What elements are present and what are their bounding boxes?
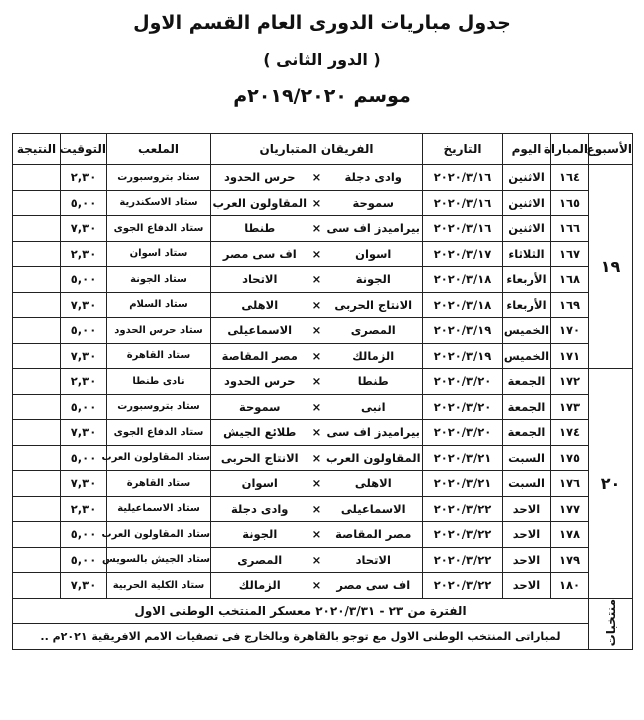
schedule-body xyxy=(13,165,633,599)
header-match: المباراة xyxy=(551,134,589,165)
match-result xyxy=(13,547,61,573)
versus-mark: × xyxy=(311,476,322,491)
match-day: الجمعة xyxy=(503,394,551,420)
week-number: ٢٠ xyxy=(589,369,633,599)
versus-mark: × xyxy=(311,450,322,465)
match-day: الاثنين xyxy=(503,216,551,242)
match-result xyxy=(13,292,61,318)
match-result xyxy=(13,241,61,267)
match-stadium: ستاد الجونة xyxy=(107,267,211,293)
table-row xyxy=(13,573,633,599)
match-result xyxy=(13,471,61,497)
match-result xyxy=(13,318,61,344)
away-team: الجونة xyxy=(242,527,278,542)
versus-mark: × xyxy=(311,195,322,210)
match-date: ٢٠٢٠/٣/٢١ xyxy=(423,445,503,471)
match-time: ٢,٣٠ xyxy=(61,165,107,191)
match-teams xyxy=(211,292,423,318)
match-date: ٢٠٢٠/٣/١٩ xyxy=(423,343,503,369)
home-team: الزمالك xyxy=(352,348,395,363)
match-time: ٢,٣٠ xyxy=(61,496,107,522)
versus-mark: × xyxy=(311,323,322,338)
season-label: موسم ٢٠١٩/٢٠٢٠م xyxy=(233,85,411,107)
home-team: المقاولون العرب xyxy=(325,450,421,465)
match-time: ٧,٣٠ xyxy=(61,471,107,497)
match-result xyxy=(13,522,61,548)
table-header-row xyxy=(13,134,633,165)
match-day: الجمعة xyxy=(503,420,551,446)
match-teams xyxy=(211,165,423,191)
match-day: السبت xyxy=(503,445,551,471)
match-result xyxy=(13,445,61,471)
match-teams xyxy=(211,471,423,497)
away-team: طلائع الجيش xyxy=(223,425,297,440)
match-teams xyxy=(211,496,423,522)
header-week: الأسبوع xyxy=(589,134,633,165)
match-day: الاحد xyxy=(503,573,551,599)
match-result xyxy=(13,216,61,242)
table-row xyxy=(13,267,633,293)
match-date: ٢٠٢٠/٣/٢٠ xyxy=(423,369,503,395)
versus-mark: × xyxy=(311,399,322,414)
match-date: ٢٠٢٠/٣/٢٢ xyxy=(423,522,503,548)
match-time: ٥,٠٠ xyxy=(61,318,107,344)
match-date: ٢٠٢٠/٣/٢١ xyxy=(423,471,503,497)
match-stadium: ستاد السلام xyxy=(107,292,211,318)
match-day: الاثنين xyxy=(503,165,551,191)
versus-mark: × xyxy=(311,170,322,185)
match-stadium: ستاد الاسكندرية xyxy=(107,190,211,216)
match-day: الخميس xyxy=(503,343,551,369)
match-time: ٥,٠٠ xyxy=(61,547,107,573)
versus-mark: × xyxy=(311,374,322,389)
home-team: المصرى xyxy=(350,323,396,338)
versus-mark: × xyxy=(311,578,322,593)
match-stadium: ستاد القاهرة xyxy=(107,471,211,497)
versus-mark: × xyxy=(311,221,322,236)
round-subtitle: ( الدور الثانى ) xyxy=(263,50,381,69)
match-date: ٢٠٢٠/٣/١٧ xyxy=(423,241,503,267)
match-day: الجمعة xyxy=(503,369,551,395)
home-team: بيراميدز اف سى xyxy=(326,221,420,236)
versus-mark: × xyxy=(311,527,322,542)
away-team: الاسماعيلى xyxy=(227,323,293,338)
match-teams xyxy=(211,267,423,293)
away-team: الاهلى xyxy=(241,297,279,312)
table-row xyxy=(13,394,633,420)
match-teams xyxy=(211,241,423,267)
match-time: ٧,٣٠ xyxy=(61,420,107,446)
match-number: ١٦٩ xyxy=(551,292,589,318)
match-number: ١٦٦ xyxy=(551,216,589,242)
match-date: ٢٠٢٠/٣/١٦ xyxy=(423,165,503,191)
match-time: ٧,٣٠ xyxy=(61,343,107,369)
match-teams xyxy=(211,547,423,573)
away-team: المصرى xyxy=(237,552,283,567)
table-row xyxy=(13,445,633,471)
match-date: ٢٠٢٠/٣/١٩ xyxy=(423,318,503,344)
table-row xyxy=(13,420,633,446)
match-time: ٥,٠٠ xyxy=(61,190,107,216)
header-stadium: الملعب xyxy=(107,134,211,165)
home-team: طنطا xyxy=(357,374,389,389)
schedule-title: جدول مباريات الدورى العام القسم الاول xyxy=(133,12,511,34)
match-date: ٢٠٢٠/٣/٢٢ xyxy=(423,547,503,573)
match-number: ١٧٥ xyxy=(551,445,589,471)
notes-row-2 xyxy=(13,624,633,650)
away-team: وادى دجلة xyxy=(231,501,289,516)
match-time: ٧,٣٠ xyxy=(61,573,107,599)
notes-label-cell xyxy=(589,598,633,649)
match-time: ٧,٣٠ xyxy=(61,216,107,242)
home-team: الاسماعيلى xyxy=(340,501,406,516)
match-day: الخميس xyxy=(503,318,551,344)
match-stadium: ستاد الجيش بالسويس xyxy=(107,547,211,573)
match-teams xyxy=(211,445,423,471)
table-row xyxy=(13,241,633,267)
match-stadium: ستاد الاسماعيلية xyxy=(107,496,211,522)
table-row xyxy=(13,292,633,318)
match-teams xyxy=(211,216,423,242)
match-time: ٥,٠٠ xyxy=(61,522,107,548)
home-team: انبى xyxy=(360,399,386,414)
home-team: الجونة xyxy=(355,272,391,287)
home-team: الانتاج الحربى xyxy=(334,297,413,312)
match-day: الاحد xyxy=(503,547,551,573)
notes-row-1 xyxy=(13,598,633,624)
match-stadium: ستاد المقاولون العرب xyxy=(107,445,211,471)
away-team: الزمالك xyxy=(238,578,281,593)
header-day: اليوم xyxy=(503,134,551,165)
table-row xyxy=(13,343,633,369)
match-result xyxy=(13,394,61,420)
match-teams xyxy=(211,318,423,344)
match-date: ٢٠٢٠/٣/١٦ xyxy=(423,190,503,216)
versus-mark: × xyxy=(311,501,322,516)
match-time: ٢,٣٠ xyxy=(61,369,107,395)
table-row xyxy=(13,471,633,497)
versus-mark: × xyxy=(311,297,322,312)
match-stadium: ستاد الدفاع الجوى xyxy=(107,420,211,446)
header-teams: الفريقان المتباريان xyxy=(211,134,423,165)
match-result xyxy=(13,496,61,522)
table-row xyxy=(13,522,633,548)
match-teams xyxy=(211,573,423,599)
table-row xyxy=(13,369,633,395)
match-teams xyxy=(211,369,423,395)
match-stadium: نادى طنطا xyxy=(107,369,211,395)
match-number: ١٧٦ xyxy=(551,471,589,497)
match-date: ٢٠٢٠/٣/٢٢ xyxy=(423,496,503,522)
match-number: ١٦٧ xyxy=(551,241,589,267)
match-time: ٥,٠٠ xyxy=(61,394,107,420)
match-number: ١٧١ xyxy=(551,343,589,369)
notes-line-2: لمباراتى المنتخب الوطنى الاول مع توجو بالقاهرة وبالخارج فى تصفيات الامم الافريقية ٢٠٢١م .. xyxy=(13,624,589,650)
table-row xyxy=(13,547,633,573)
away-team: اسوان xyxy=(241,476,278,491)
match-day: السبت xyxy=(503,471,551,497)
match-teams xyxy=(211,190,423,216)
versus-mark: × xyxy=(311,272,322,287)
table-row xyxy=(13,165,633,191)
match-time: ٢,٣٠ xyxy=(61,241,107,267)
match-number: ١٧٣ xyxy=(551,394,589,420)
away-team: اف سى مصر xyxy=(222,246,297,261)
match-date: ٢٠٢٠/٣/١٨ xyxy=(423,267,503,293)
notes-label: منتخبات xyxy=(603,598,618,646)
match-stadium: ستاد الكلية الحربية xyxy=(107,573,211,599)
away-team: طنطا xyxy=(244,221,276,236)
table-row xyxy=(13,318,633,344)
match-number: ١٧٩ xyxy=(551,547,589,573)
match-stadium: ستاد المقاولون العرب xyxy=(107,522,211,548)
match-time: ٧,٣٠ xyxy=(61,292,107,318)
versus-mark: × xyxy=(311,246,322,261)
away-team: المقاولون العرب xyxy=(212,195,308,210)
match-stadium: ستاد بتروسبورت xyxy=(107,165,211,191)
match-number: ١٨٠ xyxy=(551,573,589,599)
match-stadium: ستاد الدفاع الجوى xyxy=(107,216,211,242)
match-stadium: ستاد بتروسبورت xyxy=(107,394,211,420)
match-result xyxy=(13,420,61,446)
match-result xyxy=(13,343,61,369)
away-team: الانتاج الحربى xyxy=(220,450,299,465)
versus-mark: × xyxy=(311,425,322,440)
match-result xyxy=(13,267,61,293)
match-day: الاثنين xyxy=(503,190,551,216)
match-day: الأربعاء xyxy=(503,292,551,318)
home-team: مصر المقاصة xyxy=(335,527,412,542)
match-result xyxy=(13,573,61,599)
match-result xyxy=(13,369,61,395)
match-stadium: ستاد اسوان xyxy=(107,241,211,267)
match-number: ١٦٨ xyxy=(551,267,589,293)
match-result xyxy=(13,165,61,191)
week-number: ١٩ xyxy=(589,165,633,369)
header-result: النتيجة xyxy=(13,134,61,165)
away-team: الاتحاد xyxy=(242,272,278,287)
home-team: بيراميدز اف سى xyxy=(326,425,420,440)
match-teams xyxy=(211,394,423,420)
match-number: ١٧٨ xyxy=(551,522,589,548)
match-day: الاحد xyxy=(503,522,551,548)
away-team: سموحة xyxy=(239,399,281,414)
match-number: ١٧٧ xyxy=(551,496,589,522)
home-team: الاتحاد xyxy=(355,552,391,567)
header-date: التاريخ xyxy=(423,134,503,165)
away-team: حرس الحدود xyxy=(223,170,296,185)
match-number: ١٧٤ xyxy=(551,420,589,446)
match-date: ٢٠٢٠/٣/٢٠ xyxy=(423,420,503,446)
match-teams xyxy=(211,522,423,548)
home-team: وادى دجلة xyxy=(344,170,402,185)
home-team: الاهلى xyxy=(354,476,392,491)
table-row xyxy=(13,216,633,242)
match-number: ١٧٢ xyxy=(551,369,589,395)
match-day: الاحد xyxy=(503,496,551,522)
match-stadium: ستاد القاهرة xyxy=(107,343,211,369)
match-number: ١٦٤ xyxy=(551,165,589,191)
match-number: ١٦٥ xyxy=(551,190,589,216)
home-team: اف سى مصر xyxy=(336,578,411,593)
match-stadium: ستاد حرس الحدود xyxy=(107,318,211,344)
match-teams xyxy=(211,343,423,369)
match-day: الثلاثاء xyxy=(503,241,551,267)
home-team: اسوان xyxy=(355,246,392,261)
match-day: الأربعاء xyxy=(503,267,551,293)
away-team: حرس الحدود xyxy=(223,374,296,389)
match-result xyxy=(13,190,61,216)
schedule-table xyxy=(12,133,633,650)
versus-mark: × xyxy=(311,552,322,567)
versus-mark: × xyxy=(311,348,322,363)
match-time: ٥,٠٠ xyxy=(61,445,107,471)
match-time: ٥,٠٠ xyxy=(61,267,107,293)
home-team: سموحة xyxy=(352,195,394,210)
match-date: ٢٠٢٠/٣/١٦ xyxy=(423,216,503,242)
match-date: ٢٠٢٠/٣/٢٠ xyxy=(423,394,503,420)
table-row xyxy=(13,190,633,216)
match-teams xyxy=(211,420,423,446)
table-row xyxy=(13,496,633,522)
away-team: مصر المقاصة xyxy=(221,348,298,363)
notes-line-1: الفترة من ٢٣ - ٢٠٢٠/٣/٣١ معسكر المنتخب الوطنى الاول xyxy=(13,598,589,624)
match-number: ١٧٠ xyxy=(551,318,589,344)
header-time: التوقيت xyxy=(61,134,107,165)
match-date: ٢٠٢٠/٣/٢٢ xyxy=(423,573,503,599)
match-date: ٢٠٢٠/٣/١٨ xyxy=(423,292,503,318)
